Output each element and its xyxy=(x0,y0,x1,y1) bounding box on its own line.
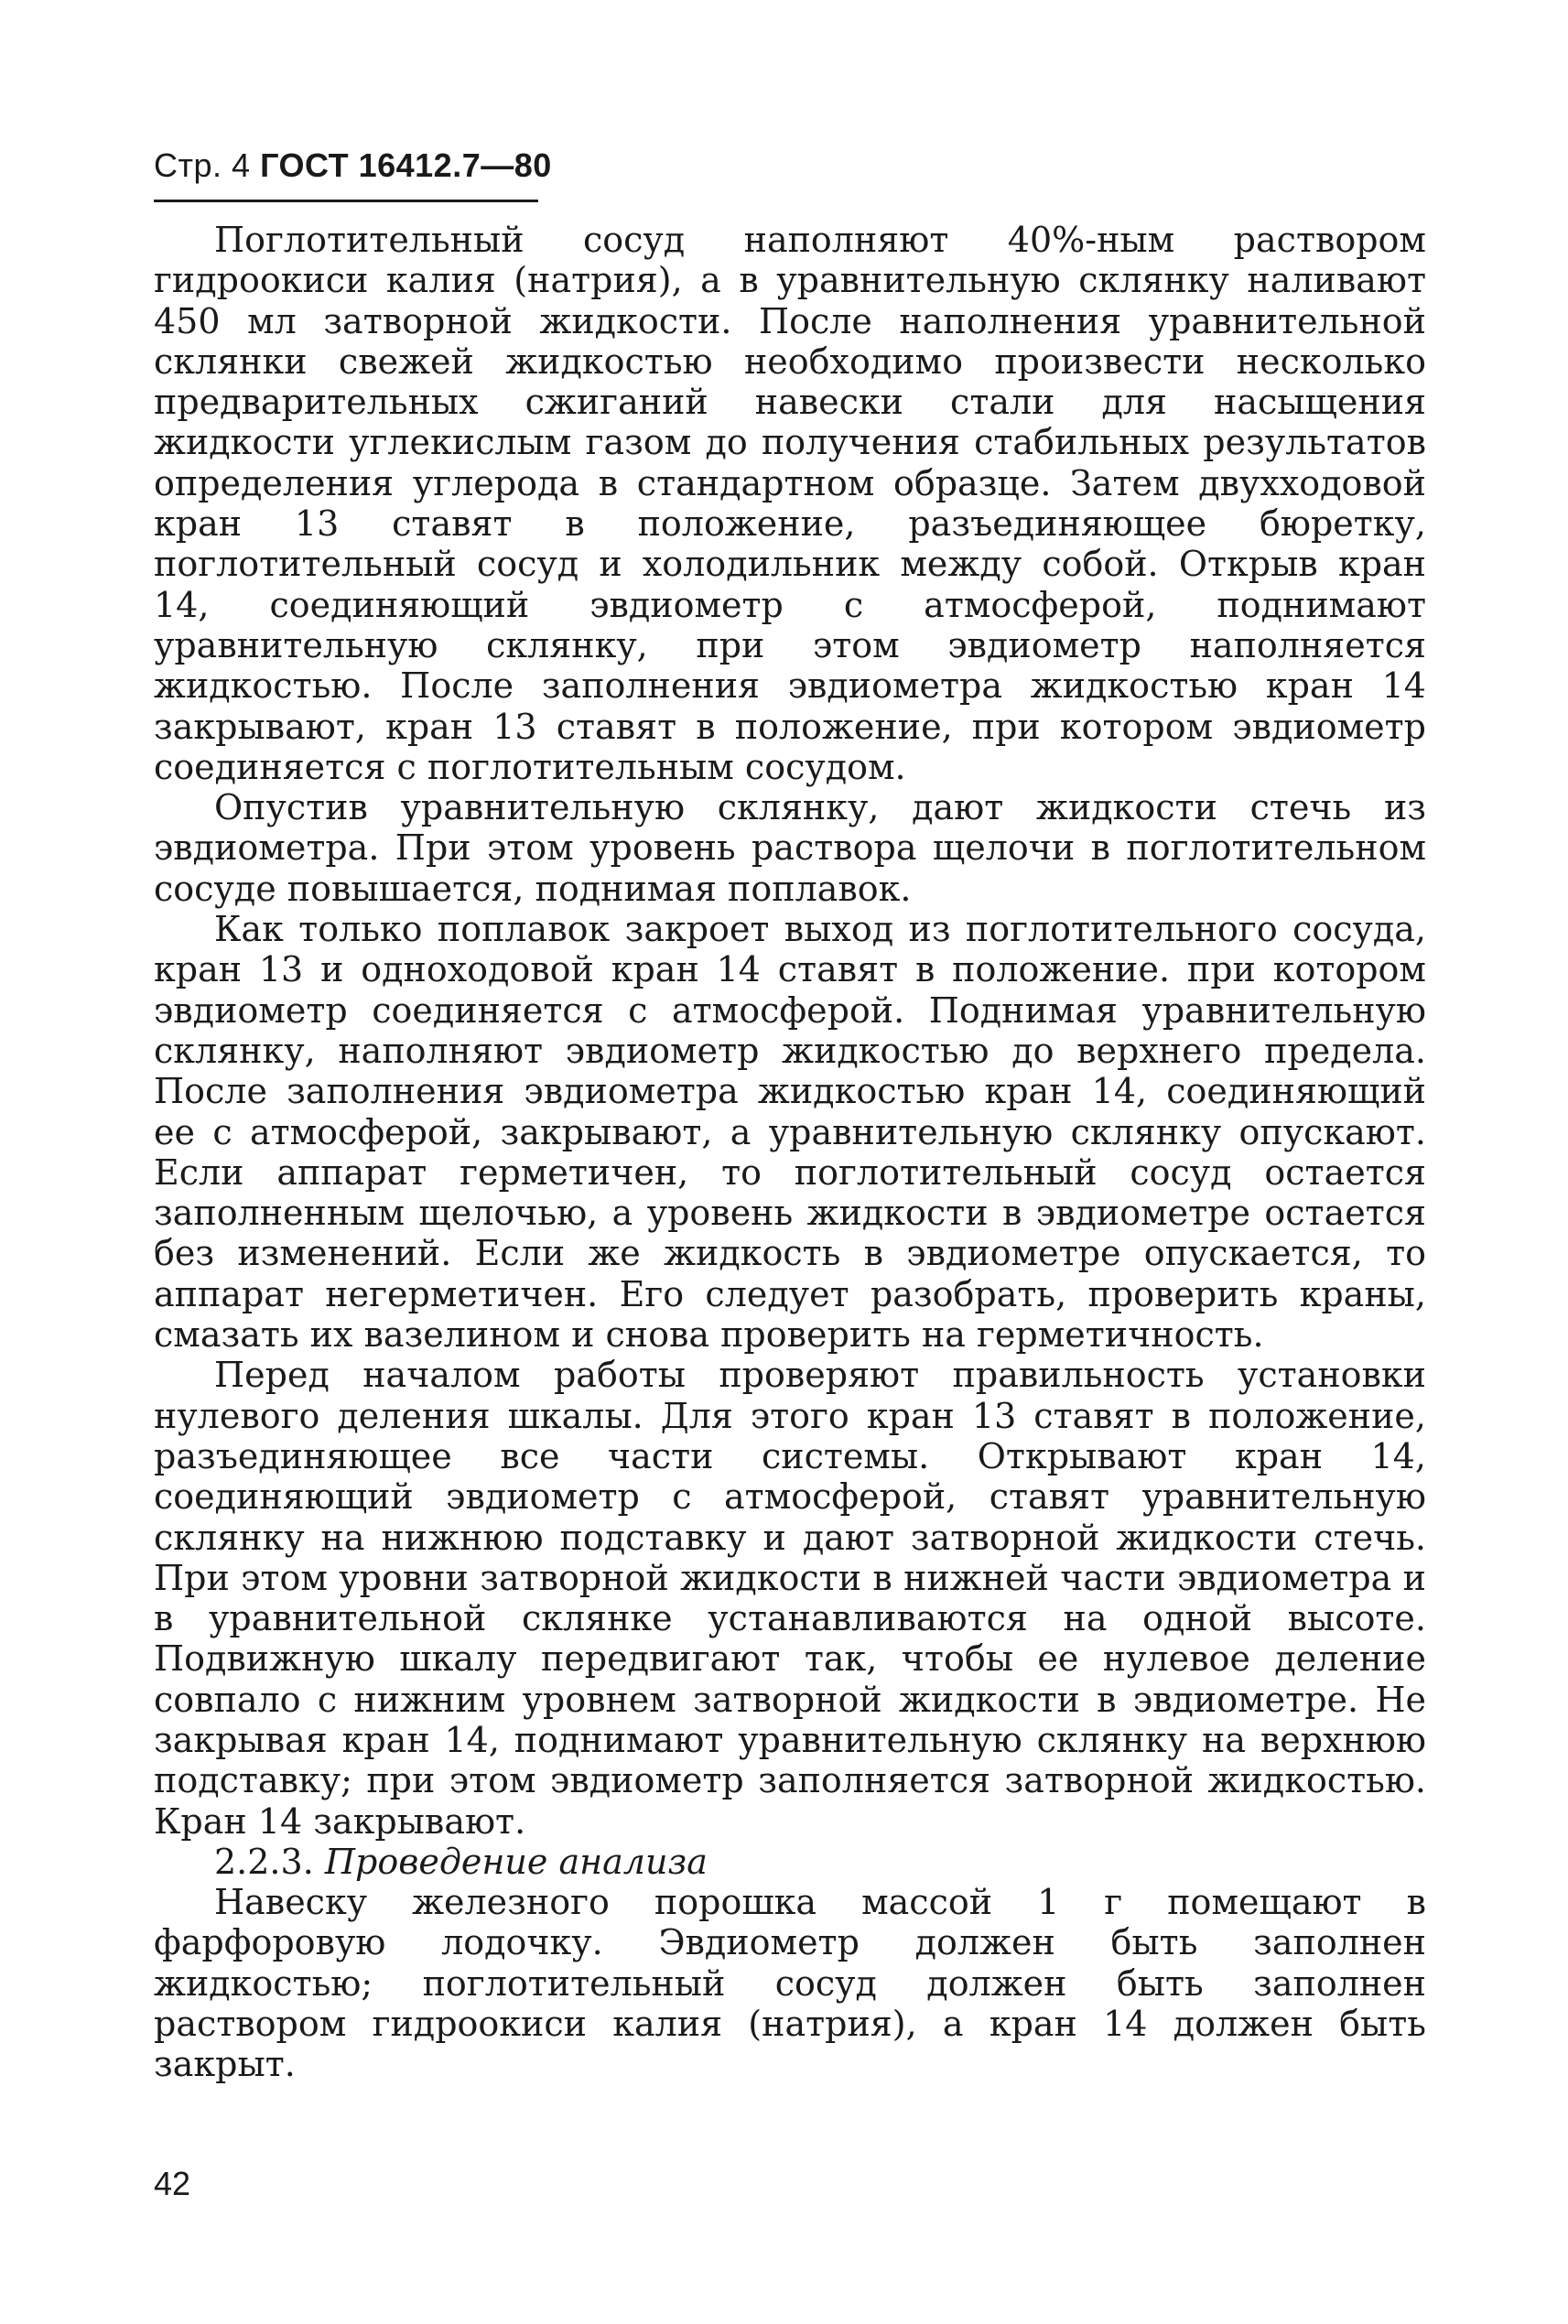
paragraph-5: Навеску железного порошка массой 1 г помещают в фарфоровую лодочку. Эвдиометр должен быть заполнен жидкостью; поглотительный сосуд должен быть заполнен раствором гидроокиси калия (натрия), а кран 14 должен быть закрыт. xyxy=(154,1882,1426,2085)
page-header xyxy=(154,146,552,185)
page-number: 42 xyxy=(154,2165,191,2202)
subsection-number: 2.2.3. xyxy=(214,1841,314,1882)
subsection-title: Проведение анализа xyxy=(324,1841,708,1882)
standard-designation: ГОСТ 16412.7—80 xyxy=(260,146,552,184)
header-rule xyxy=(154,200,538,202)
paragraph-1: Поглотительный сосуд наполняют 40%-ным раствором гидроокиси калия (натрия), а в уравнительную склянку наливают 450 мл затворной жидкости. После наполнения уравнительной склянки свежей жидкостью необходимо произвести несколько предварительных сжиганий навески стали для насыщения жидкости углекислым газом до получения стабильных результатов определения углерода в стандартном образце. Затем двухходовой кран 13 ставят в положение, разъединяющее бюретку, поглотительный сосуд и холодильник между собой. Открыв кран 14, соединяющий эвдиометр с атмосферой, поднимают уравнительную склянку, при этом эвдиометр наполняется жидкостью. После заполнения эвдиометра жидкостью кран 14 закрывают, кран 13 ставят в положение, при котором эвдиометр соединяется с поглотительным сосудом. xyxy=(154,220,1426,787)
paragraph-3: Как только поплавок закроет выход из поглотительного сосуда, кран 13 и одноходовой кран 14 ставят в положение. при котором эвдиометр соединяется с атмосферой. Поднимая уравнительную склянку, наполняют эвдиометр жидкостью до верхнего предела. После заполнения эвдиометра жидкостью кран 14, соединяющий ее с атмосферой, закрывают, а уравнительную склянку опускают. Если аппарат герметичен, то поглотительный сосуд остается заполненным щелочью, а уровень жидкости в эвдиометре остается без изменений. Если же жидкость в эвдиометре опускается, то аппарат негерметичен. Его следует разобрать, проверить краны, смазать их вазелином и снова проверить на герметичность. xyxy=(154,909,1426,1356)
paragraph-2: Опустив уравнительную склянку, дают жидкости стечь из эвдиометра. При этом уровень раствора щелочи в поглотительном сосуде повышается, поднимая поплавок. xyxy=(154,787,1426,909)
subsection-heading xyxy=(154,1842,1426,1882)
page-label: Стр. 4 xyxy=(154,146,251,184)
paragraph-4: Перед началом работы проверяют правильность установки нулевого деления шкалы. Для этого кран 13 ставят в положение, разъединяющее все части системы. Открывают кран 14, соединяющий эвдиометр с атмосферой, ставят уравнительную склянку на нижнюю подставку и дают затворной жидкости стечь. При этом уровни затворной жидкости в нижней части эвдиометра и в уравнительной склянке устанавливаются на одной высоте. Подвижную шкалу передвигают так, чтобы ее нулевое деление совпало с нижним уровнем затворной жидкости в эвдиометре. Не закрывая кран 14, поднимают уравнительную склянку на верхнюю подставку; при этом эвдиометр заполняется затворной жидкостью. Кран 14 закрывают. xyxy=(154,1355,1426,1842)
body-text xyxy=(154,220,1426,2085)
